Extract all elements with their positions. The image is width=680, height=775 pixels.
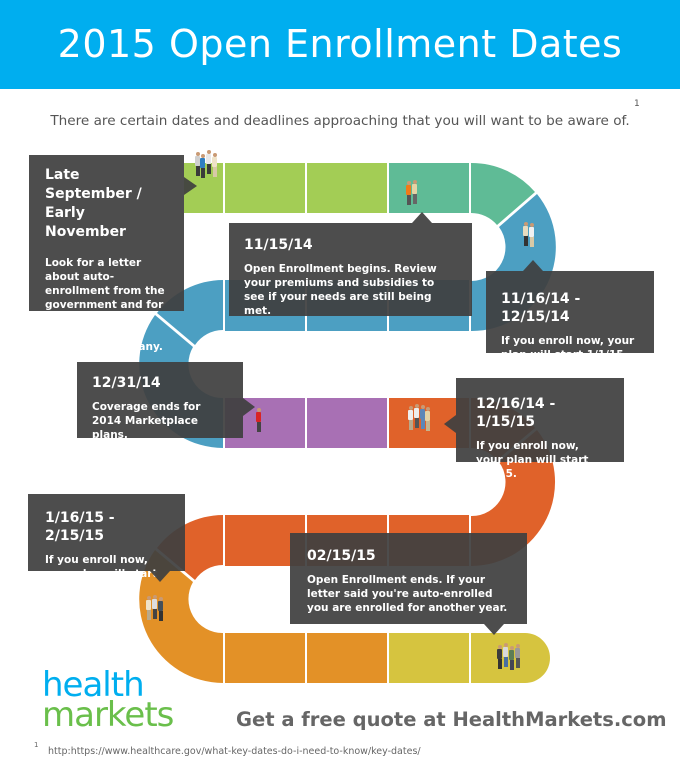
callout-description: Look for a letter about auto-enrollment from the government and for information from your health insurance company.: [45, 257, 165, 353]
callout-coverage-ends-2014: [77, 362, 243, 441]
callout-date: Late September / Early November: [45, 167, 142, 240]
logo-word-health: health: [42, 665, 144, 705]
callout-date: 11/15/14: [244, 237, 313, 253]
callout-date: 12/16/14 - 1/15/15: [476, 396, 556, 430]
callout-enroll-by-2-15: [28, 494, 185, 594]
people-figure-group-3: [523, 222, 537, 248]
healthmarkets-logo[interactable]: [42, 665, 174, 735]
people-figure-group-4: [256, 408, 263, 436]
callout-open-enrollment-ends: [290, 533, 527, 624]
page-title: 2015 Open Enrollment Dates: [57, 22, 623, 66]
people-figure-group-1: [195, 150, 219, 176]
callout-open-enrollment-begins: [229, 223, 472, 316]
logo-word-markets: markets: [42, 695, 174, 735]
callout-description: If you enroll now, your plan will start 1/1/15.: [501, 335, 635, 361]
callout-description: Open Enrollment begins. Review your premiums and subsidies to see if your needs are still being met.: [244, 263, 437, 317]
callout-description: Coverage ends for 2014 Marketplace plans.: [92, 401, 201, 441]
footnote-marker: 1: [34, 741, 39, 749]
footnote-source-link[interactable]: http:https://www.healthcare.gov/what-key-dates-do-i-need-to-know/key-dates/: [48, 746, 421, 757]
callout-pointer-icon: [523, 260, 543, 271]
callout-pointer-icon: [243, 398, 255, 416]
people-figure-group-6: [146, 595, 166, 623]
callout-enroll-by-12-15: [486, 271, 654, 361]
callout-date: 12/31/14: [92, 375, 161, 391]
callout-description: If you enroll now, your plan will start 3/1/15.: [45, 554, 158, 594]
people-figure-group-5: [408, 404, 430, 434]
callout-enroll-by-1-15: [456, 378, 624, 480]
people-figure-group-7: [497, 643, 521, 673]
callout-late-sept-early-nov: [29, 155, 184, 353]
callout-pointer-icon: [150, 571, 170, 582]
callout-pointer-icon: [444, 415, 456, 433]
callout-description: Open Enrollment ends. If your letter said you're auto-enrolled you are enrolled for another year.: [307, 574, 508, 614]
people-figure-group-2: [406, 180, 420, 206]
callout-date: 02/15/15: [307, 548, 376, 564]
free-quote-link[interactable]: Get a free quote at HealthMarkets.com: [236, 708, 667, 731]
subtitle: There are certain dates and deadlines approaching that you will want to be aware of.: [50, 113, 630, 129]
callout-pointer-icon: [184, 177, 197, 195]
callout-date: 1/16/15 - 2/15/15: [45, 510, 115, 544]
callout-description: If you enroll now, your plan will start 2/1/15.: [476, 440, 589, 480]
callout-pointer-icon: [484, 624, 504, 635]
callout-pointer-icon: [412, 212, 432, 223]
subtitle-footnote-marker: 1: [634, 99, 640, 109]
callout-date: 11/16/14 - 12/15/14: [501, 291, 581, 325]
track-row-1: [184, 163, 469, 213]
